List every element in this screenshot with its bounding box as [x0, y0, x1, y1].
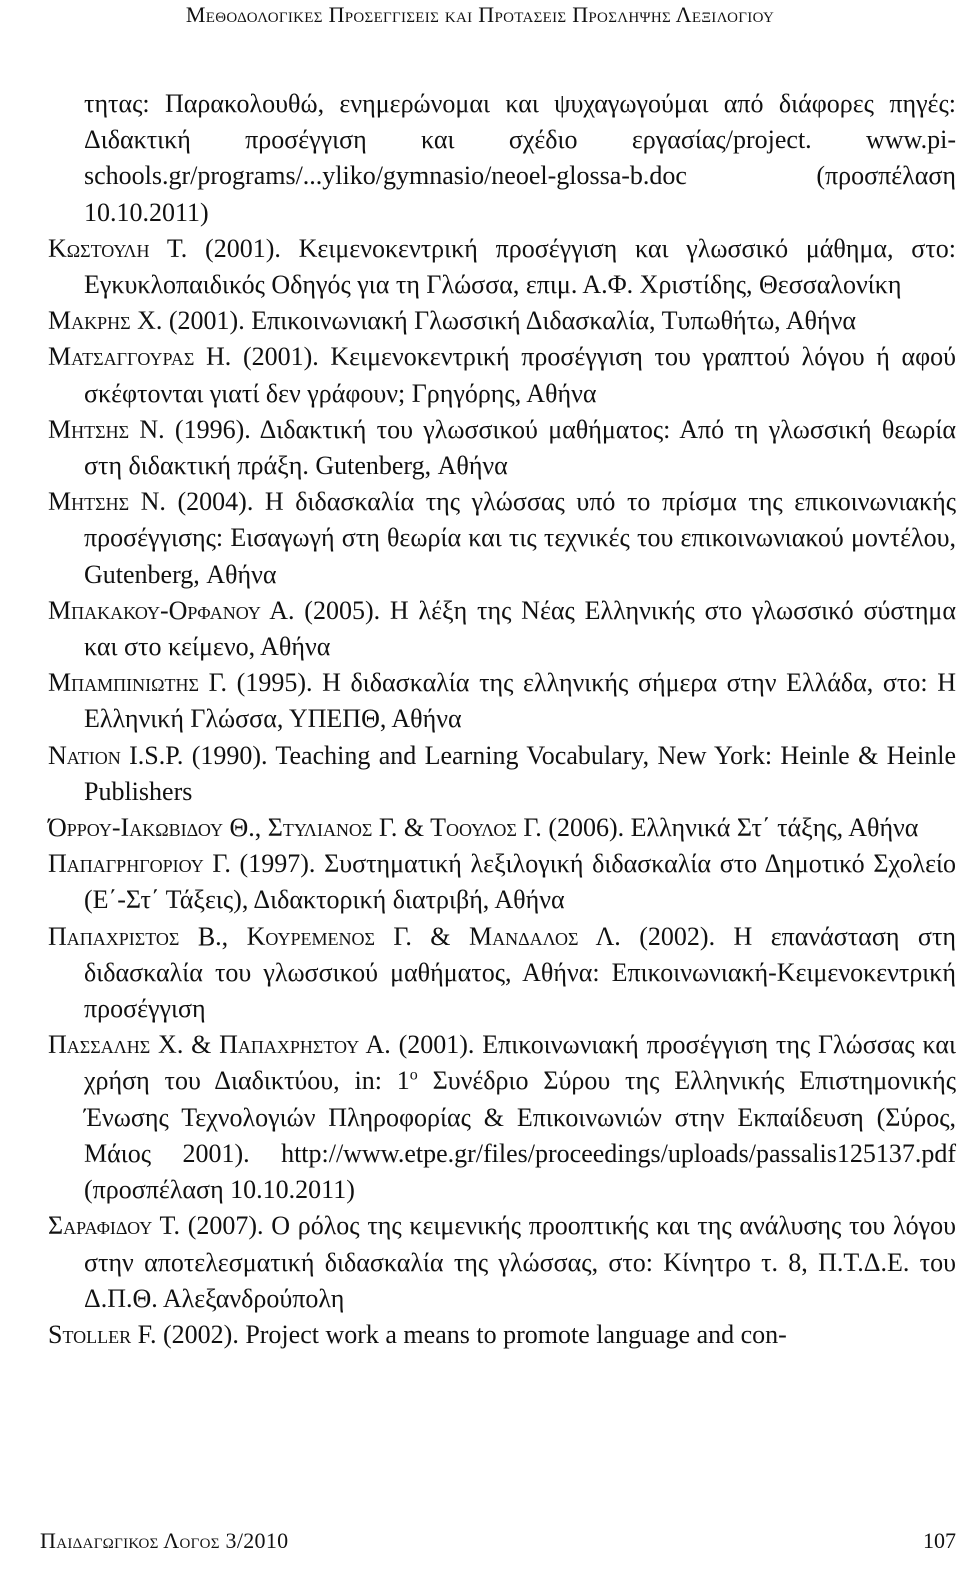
reference-author: Nation I.S.P.: [48, 740, 184, 770]
reference-entry: [48, 339, 956, 411]
reference-text: (1997). Συστηματική λεξιλογική διδασκαλία στο Δημοτικό Σχολείο (Ε΄-Στ΄ Τάξεις), Διδακτορική διατριβή, Αθήνα: [84, 849, 957, 915]
reference-text: (1996). Διδακτική του γλωσσικού μαθήματος: Από τη γλωσσική θεωρία στη διδακτική πράξη. Gutenberg, Αθήνα: [84, 414, 956, 481]
reference-author: Μητσης Ν.: [48, 414, 165, 444]
reference-text: (2002). Project work a means to promote language and con-: [156, 1319, 787, 1349]
reference-entry: [48, 919, 956, 1028]
reference-text: (2002). Η επανάσταση στη διδασκαλία του γλωσσικού μαθήματος, Αθήνα: Επικοινωνιακή-Κειμενοκεντρική προσέγγιση: [84, 921, 956, 1024]
reference-author: Παπαγρηγοριου Γ.: [48, 849, 231, 879]
reference-author: Κωστουλη Τ.: [48, 233, 188, 263]
reference-author: Stoller F.: [48, 1319, 157, 1349]
reference-text: (2005). Η λέξη της Νέας Ελληνικής στο γλωσσικό σύστημα και στο κείμενο, Αθήνα: [84, 595, 956, 662]
reference-entry: [48, 1027, 956, 1208]
reference-entry: [48, 303, 956, 339]
reference-author: Μπακακου-Ορφανου Α.: [48, 595, 295, 625]
reference-author: Ματσαγγουρας Η.: [48, 342, 232, 372]
reference-text-cont: Συνέδριο Σύρου της Ελληνικής Επιστημονικής Ένωσης Τεχνολογιών Πληροφορίας & Επικοινωνιών στην Εκπαίδευση (Σύρος, Μάιος 2001). http://www.etpe.gr/files/proceedings/uploads/passalis125137.pdf (προσπέλαση 10.10.2011): [84, 1066, 956, 1205]
reference-author: Μπαμπινιωτης Γ.: [48, 668, 228, 698]
reference-entry: [48, 810, 956, 846]
reference-text: (2001). Κειμενοκεντρική προσέγγιση και γλωσσικό μάθημα, στο: Εγκυκλοπαιδικός Οδηγός για τη Γλώσσα, επιμ. Α.Φ. Χριστίδης, Θεσσαλονίκη: [84, 233, 956, 300]
reference-entry: [48, 1208, 956, 1317]
reference-entry: [48, 231, 956, 303]
reference-entry: [48, 593, 956, 665]
superscript: ο: [409, 1066, 418, 1084]
reference-text: (2001). Επικοινωνιακή προσέγγιση της Γλώσσας και χρήση του Διαδικτύου, in: 1: [84, 1030, 956, 1096]
reference-text: (2007). Ο ρόλος της κειμενικής προοπτικής και της ανάλυσης του λόγου στην αποτελεσματική διδασκαλία της γλώσσας, στο: Κίνητρο τ. 8, Π.Τ.Δ.Ε. του Δ.Π.Θ. Αλεξανδρούπολη: [84, 1211, 956, 1313]
reference-author: Μητσης Ν.: [48, 487, 166, 517]
reference-entry: [48, 738, 956, 810]
reference-entry: [48, 484, 956, 593]
reference-list: [48, 86, 956, 1353]
reference-author: Μακρης Χ.: [48, 306, 163, 336]
reference-entry: [48, 412, 956, 484]
reference-text: (2004). Η διδασκαλία της γλώσσας υπό το πρίσμα της επικοινωνιακής προσέγγισης: Εισαγωγή στη θεωρία και τις τεχνικές του επικοινωνιακού μοντέλου, Gutenberg, Αθήνα: [84, 487, 956, 589]
reference-entry: [48, 1317, 956, 1353]
reference-text: (2001). Κειμενοκεντρική προσέγγιση του γραπτού λόγου ή αφού σκέφτονται γιατί δεν γράφουν; Γρηγόρης, Αθήνα: [84, 342, 956, 408]
reference-author: Σαραφιδου Τ.: [48, 1211, 180, 1241]
reference-entry: [48, 846, 956, 918]
reference-text: (2006). Ελληνικά Στ΄ τάξης, Αθήνα: [541, 813, 919, 843]
reference-text: τητας: Παρακολουθώ, ενημερώνομαι και ψυχαγωγούμαι από διάφορες πηγές: Διδακτική προσέγγιση και σχέδιο εργασίας/project. www.pi-schools.gr/programs/...yliko/gymnasio/neoel-glossa-b.doc (προσπέλαση 10.10.2011): [84, 89, 956, 227]
page-footer: [40, 1528, 956, 1560]
reference-text: (1995). Η διδασκαλία της ελληνικής σήμερα στην Ελλάδα, στο: Η Ελληνική Γλώσσα, ΥΠΕΠΘ, Αθήνα: [84, 668, 956, 734]
journal-title: Παιδαγωγικος Λογος 3/2010: [40, 1528, 289, 1553]
reference-author: Παπαχριστος Β., Κουρεμενος Γ. & Μανδαλος Λ.: [48, 921, 621, 951]
reference-entry: [48, 665, 956, 737]
reference-text: (1990). Teaching and Learning Vocabulary, New York: Heinle & Heinle Publishers: [84, 740, 956, 806]
reference-author: Όρρου-Ιακωβιδου Θ., Στυλιανος Γ. & Τοουλος Γ.: [48, 813, 542, 843]
page-number: 107: [923, 1528, 956, 1553]
reference-author: Πασσαλης Χ. & Παπαχρηστου Α.: [48, 1030, 391, 1060]
reference-text: (2001). Επικοινωνιακή Γλωσσική Διδασκαλία, Τυπωθήτω, Αθήνα: [162, 306, 856, 336]
reference-entry: [48, 86, 956, 231]
running-head: Μεθοδολογικες Προσεγγισεις και Προτασεις Προσληψης Λεξιλογιου: [185, 2, 775, 27]
